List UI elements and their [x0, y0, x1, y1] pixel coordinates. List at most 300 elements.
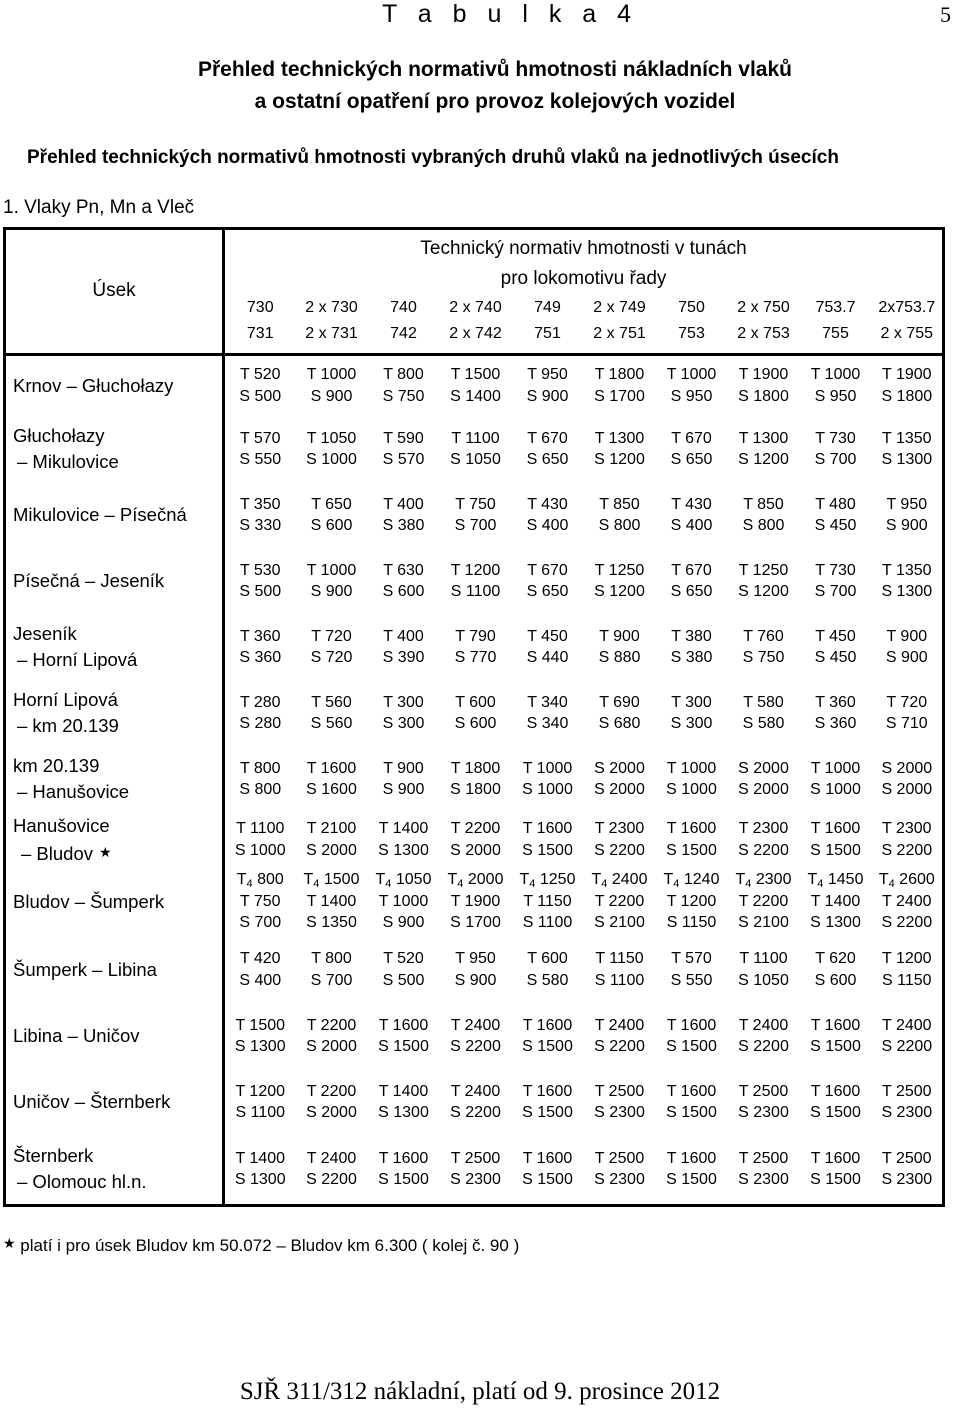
value-line: S 2000: [738, 759, 789, 777]
value-sub: 4: [529, 878, 536, 891]
loco-top: 2 x 750: [737, 299, 790, 317]
value-cell: [296, 812, 368, 867]
value-line: T 1400: [378, 1082, 429, 1100]
value-cell: [368, 354, 440, 416]
value-cell: [224, 746, 296, 812]
section-line: Mikulovice – Písečná: [13, 504, 187, 525]
value-line: S 900: [454, 971, 497, 989]
value-cell: [584, 746, 656, 812]
value-cell: [656, 936, 728, 1003]
value-line: T 670: [671, 429, 712, 447]
value-line: T 730: [815, 561, 856, 579]
value-line: S 390: [382, 649, 425, 666]
loco-bottom: 2 x 751: [593, 325, 646, 343]
value-line: S 900: [885, 649, 928, 666]
value-cell: [584, 482, 656, 548]
value-cell: [584, 812, 656, 867]
value-line: S 1500: [810, 1104, 861, 1121]
value-line: T 1100: [451, 429, 500, 447]
value-line: T 1000: [306, 561, 357, 579]
value-cell: [368, 812, 440, 867]
value-cell: [656, 1069, 728, 1135]
value-line: S 900: [310, 387, 353, 405]
table-row: [5, 1135, 944, 1205]
value-line: S 380: [382, 517, 425, 534]
section-line: Uničov – Šternberk: [13, 1091, 171, 1112]
value-line: S 700: [454, 517, 497, 534]
table-row: [5, 1069, 944, 1135]
value-prefix: T: [735, 871, 746, 889]
value-line: [584, 869, 656, 891]
value-cell: [728, 1135, 800, 1205]
value-cell: [512, 812, 584, 867]
value-line: T 850: [599, 495, 640, 513]
value-line: T 400: [383, 495, 424, 513]
value-line: T 2400: [450, 1016, 501, 1034]
heading-line-1: Přehled technických normativů hmotnosti nákladních vlaků: [198, 58, 792, 81]
value-line: S 1700: [594, 387, 645, 405]
value-line: T 1200: [235, 1082, 286, 1100]
value-line: T 1500: [450, 366, 501, 384]
section-line: Libina – Uničov: [13, 1025, 140, 1046]
section-line: – Bludov: [21, 842, 93, 864]
value-line: S 1350: [306, 914, 357, 932]
value-line: S 1500: [810, 1171, 861, 1189]
value-cell: [800, 1003, 872, 1069]
section-line: Písečná – Jeseník: [13, 570, 165, 591]
value-line: S 300: [670, 715, 713, 732]
value-text: 2600: [894, 871, 935, 889]
value-line: S 400: [526, 517, 569, 534]
value-cell: [368, 936, 440, 1003]
section-line-wrap: [13, 839, 222, 867]
usek-header: [5, 229, 224, 355]
value-line: S 340: [526, 715, 569, 732]
value-line: T 850: [743, 495, 784, 513]
table-row: [5, 354, 944, 416]
value-line: T 1600: [522, 1016, 573, 1034]
value-line: S 1150: [666, 914, 717, 932]
value-line: T 1000: [522, 759, 573, 777]
value-line: S 2000: [738, 781, 789, 798]
value-line: S 2000: [306, 1104, 357, 1121]
value-line: T 380: [671, 627, 712, 645]
value-line: S 880: [598, 649, 641, 666]
value-line: S 750: [382, 387, 425, 405]
section-cell: [5, 867, 224, 936]
value-line: T 690: [599, 693, 640, 711]
value-cell: [440, 416, 512, 482]
value-line: S 2200: [738, 1038, 789, 1055]
value-line: S 1100: [522, 914, 573, 932]
value-cell: [440, 614, 512, 680]
loco-top: 750: [678, 299, 705, 317]
value-text: 1450: [823, 871, 864, 889]
value-line: S 1000: [306, 451, 357, 468]
value-cell: [584, 867, 656, 936]
table-row: [5, 812, 944, 867]
value-line: S 2200: [450, 1104, 501, 1121]
footnote-text: platí i pro úsek Bludov km 50.072 – Bludov km 6.300 ( kolej č. 90 ): [20, 1236, 520, 1255]
value-line: S 500: [382, 971, 425, 989]
value-cell: [224, 680, 296, 746]
value-line: S 1000: [522, 781, 573, 798]
value-line: T 2400: [738, 1016, 789, 1034]
value-line: T 1600: [810, 1082, 861, 1100]
value-cell: [656, 1135, 728, 1205]
value-line: S 800: [239, 781, 282, 798]
table-row: [5, 867, 944, 936]
value-cell: [296, 867, 368, 936]
value-line: T 1100: [236, 820, 285, 837]
value-line: T 2400: [882, 1016, 932, 1034]
page-number: 5: [940, 2, 951, 27]
value-line: S 900: [310, 583, 353, 600]
value-cell: [584, 1135, 656, 1205]
value-line: [225, 869, 296, 891]
value-cell: [224, 1003, 296, 1069]
table-row: [5, 482, 944, 548]
value-line: S 1500: [378, 1171, 429, 1189]
value-cell: [368, 1069, 440, 1135]
norm-header: [224, 229, 944, 295]
value-line: T 1900: [882, 366, 932, 384]
value-line: S 1500: [522, 1104, 573, 1121]
value-line: S 1800: [738, 387, 789, 405]
loco-header-3: [440, 294, 512, 354]
value-line: S 1100: [450, 583, 501, 600]
value-line: T 1600: [522, 1082, 573, 1100]
value-line: T 2200: [738, 892, 789, 910]
value-cell: [440, 354, 512, 416]
value-line: T 2200: [450, 820, 501, 837]
loco-header-8: [800, 294, 872, 354]
value-line: T 450: [815, 627, 856, 645]
loco-header-1: [296, 294, 368, 354]
value-line: T 2500: [882, 1082, 932, 1100]
value-line: T 670: [527, 429, 568, 447]
value-line: T 280: [239, 693, 281, 711]
value-cell: [728, 1003, 800, 1069]
value-line: S 650: [526, 451, 569, 468]
value-cell: [440, 548, 512, 614]
loco-header-9: [872, 294, 944, 354]
value-line: T 1900: [450, 892, 501, 910]
value-line: T 1900: [738, 366, 789, 384]
value-line: S 2000: [594, 781, 645, 798]
value-text: 1050: [391, 871, 432, 889]
loco-top: 2 x 740: [449, 299, 502, 317]
value-line: T 1000: [378, 892, 429, 910]
value-line: S 1200: [738, 451, 789, 468]
value-line: S 2200: [594, 1038, 645, 1055]
value-cell: [368, 614, 440, 680]
value-line: T 760: [743, 627, 784, 645]
value-cell: [296, 680, 368, 746]
section-title: 1. Vlaky Pn, Mn a Vleč: [3, 197, 195, 218]
value-line: S 2300: [594, 1171, 645, 1189]
value-line: S 1500: [666, 841, 717, 859]
value-line: S 450: [814, 649, 857, 666]
value-line: S 1100: [594, 971, 645, 989]
value-line: T 2400: [306, 1149, 357, 1167]
value-line: S 900: [382, 914, 425, 932]
page-title: T a b u l k a 4: [382, 0, 639, 28]
value-cell: [872, 548, 944, 614]
value-line: S 1300: [881, 451, 933, 468]
value-line: T 300: [383, 693, 424, 711]
value-sub: 4: [385, 878, 392, 891]
value-line: T 1400: [810, 892, 861, 910]
value-sub: 4: [888, 878, 895, 891]
value-line: T 340: [527, 693, 568, 711]
value-line: S 2200: [594, 841, 645, 859]
norm-header-line2: pro lokomotivu řady: [500, 268, 667, 289]
value-text: 2000: [463, 871, 504, 889]
loco-top: 2 x 730: [305, 299, 358, 317]
value-line: T 1600: [810, 820, 861, 837]
value-cell: [656, 482, 728, 548]
value-cell: [800, 680, 872, 746]
loco-header-7: [728, 294, 800, 354]
section-cell: [5, 416, 224, 482]
value-line: S 1100: [235, 1104, 286, 1121]
value-cell: [296, 416, 368, 482]
value-line: T 580: [743, 693, 784, 711]
value-cell: [584, 416, 656, 482]
value-prefix: T: [878, 871, 889, 889]
value-cell: [872, 416, 944, 482]
value-line: T 800: [239, 759, 281, 777]
value-line: S 1300: [234, 1038, 286, 1055]
value-cell: [296, 1069, 368, 1135]
loco-bottom: 2 x 742: [449, 325, 502, 343]
value-line: S 300: [382, 715, 425, 732]
value-line: T 360: [239, 627, 281, 645]
value-line: T 2500: [594, 1082, 645, 1100]
value-cell: [872, 1003, 944, 1069]
value-line: S 1500: [810, 1038, 861, 1055]
value-line: S 1050: [450, 451, 501, 468]
value-line: S 1200: [738, 583, 789, 600]
value-cell: [368, 548, 440, 614]
loco-top: 730: [246, 299, 274, 317]
value-line: S 400: [670, 517, 713, 534]
value-line: T 1600: [666, 1149, 717, 1167]
value-cell: [440, 746, 512, 812]
value-line: T 1150: [523, 892, 572, 910]
section-cell: [5, 1003, 224, 1069]
value-cell: [440, 812, 512, 867]
value-line: T 950: [455, 950, 496, 967]
value-line: T 2500: [594, 1149, 645, 1167]
value-line: T 590: [383, 429, 424, 447]
star-icon: ★: [99, 843, 112, 860]
value-line: T 1600: [810, 1149, 861, 1167]
value-line: S 2100: [738, 914, 789, 932]
value-line: T 1500: [235, 1016, 286, 1034]
value-line: S 800: [742, 517, 785, 534]
value-cell: [872, 482, 944, 548]
value-cell: [872, 614, 944, 680]
value-line: S 1000: [234, 841, 286, 859]
value-cell: [296, 1135, 368, 1205]
section-cell: [5, 1069, 224, 1135]
value-cell: [584, 1003, 656, 1069]
value-cell: [728, 936, 800, 1003]
value-sub: 4: [745, 878, 752, 891]
value-cell: [656, 812, 728, 867]
loco-bottom: 731: [246, 325, 274, 343]
value-line: S 680: [598, 715, 641, 732]
value-cell: [512, 1135, 584, 1205]
value-line: T 1000: [666, 759, 717, 777]
value-cell: [800, 482, 872, 548]
value-line: T 800: [311, 950, 352, 967]
value-line: S 1500: [666, 1038, 717, 1055]
value-line: S 1150: [882, 971, 932, 989]
value-cell: [440, 1135, 512, 1205]
value-line: T 1600: [378, 1016, 429, 1034]
value-cell: [728, 812, 800, 867]
value-cell: [728, 1069, 800, 1135]
value-cell: [800, 812, 872, 867]
value-cell: [224, 416, 296, 482]
section-line: – Olomouc hl.n.: [17, 1171, 147, 1193]
value-cell: [368, 1003, 440, 1069]
value-line: S 720: [310, 649, 353, 666]
value-cell: [296, 548, 368, 614]
value-cell: [728, 416, 800, 482]
value-line: T 750: [239, 892, 281, 910]
value-line: S 2200: [450, 1038, 501, 1055]
value-sub: 4: [601, 878, 608, 891]
value-line: T 2100: [306, 820, 357, 837]
value-cell: [512, 482, 584, 548]
value-cell: [440, 1069, 512, 1135]
value-cell: [872, 936, 944, 1003]
value-line: T 430: [671, 495, 712, 513]
value-cell: [296, 354, 368, 416]
value-line: S 900: [885, 517, 928, 534]
value-cell: [512, 354, 584, 416]
value-line: S 1300: [378, 841, 429, 859]
value-cell: [512, 746, 584, 812]
value-line: S 380: [670, 649, 713, 666]
loco-bottom: 753: [678, 325, 705, 343]
section-cell: [5, 1135, 224, 1205]
value-line: S 2200: [881, 1038, 933, 1055]
value-line: S 450: [814, 517, 857, 534]
value-cell: [224, 812, 296, 867]
footnote: [3, 1235, 519, 1256]
value-line: S 330: [239, 517, 282, 534]
value-cell: [656, 548, 728, 614]
value-cell: [872, 746, 944, 812]
value-line: S 600: [310, 517, 353, 534]
page-footer: SJŘ 311/312 nákladní, platí od 9. prosince 2012: [239, 1378, 721, 1405]
value-cell: [296, 1003, 368, 1069]
value-line: [440, 869, 512, 891]
value-line: S 700: [239, 914, 282, 932]
value-cell: [656, 416, 728, 482]
value-prefix: T: [591, 871, 602, 889]
value-line: S 2000: [306, 1038, 357, 1055]
value-line: T 600: [455, 693, 496, 711]
value-cell: [224, 1135, 296, 1205]
value-sub: 4: [673, 878, 680, 891]
section-line: – Hanušovice: [17, 781, 130, 802]
value-line: T 1150: [595, 950, 644, 967]
value-cell: [872, 680, 944, 746]
section-cell: [5, 548, 224, 614]
table-row: [5, 614, 944, 680]
value-line: [656, 869, 728, 891]
value-line: T 520: [239, 366, 281, 384]
section-cell: [5, 746, 224, 812]
value-line: S 950: [670, 387, 713, 405]
section-cell: [5, 680, 224, 746]
loco-top: 2x753.7: [878, 299, 936, 317]
value-cell: [368, 867, 440, 936]
value-line: T 1200: [666, 892, 717, 910]
value-line: S 2200: [738, 841, 789, 859]
value-line: S 2300: [594, 1104, 645, 1121]
value-line: T 2500: [882, 1149, 932, 1167]
value-line: S 600: [454, 715, 497, 732]
value-cell: [872, 812, 944, 867]
value-cell: [512, 548, 584, 614]
section-line: Šternberk: [13, 1145, 94, 1167]
value-cell: [656, 1003, 728, 1069]
loco-header-6: [656, 294, 728, 354]
value-line: T 2500: [450, 1149, 501, 1167]
value-line: T 1300: [594, 429, 645, 447]
value-text: 2300: [751, 871, 792, 889]
value-text: 800: [252, 871, 284, 889]
value-line: T 900: [886, 627, 928, 645]
value-line: T 730: [815, 429, 856, 447]
value-line: S 1300: [810, 914, 861, 932]
value-cell: [800, 746, 872, 812]
loco-top: 749: [534, 299, 561, 317]
value-line: [512, 869, 584, 891]
value-cell: [368, 1135, 440, 1205]
value-line: T 2300: [594, 820, 645, 837]
value-line: T 1400: [306, 892, 357, 910]
heading-line-2: a ostatní opatření pro provoz kolejových vozidel: [254, 90, 736, 113]
value-sub: 4: [817, 878, 824, 891]
value-line: S 1500: [666, 1171, 717, 1189]
section-cell: [5, 614, 224, 680]
value-line: S 2000: [306, 841, 357, 859]
loco-top: 2 x 749: [593, 299, 646, 317]
value-prefix: T: [236, 871, 247, 889]
value-line: T 1000: [810, 759, 861, 777]
value-prefix: T: [375, 871, 386, 889]
value-line: S 750: [742, 649, 785, 666]
table-row: [5, 936, 944, 1003]
value-line: S 1200: [594, 583, 645, 600]
loco-bottom: 742: [390, 325, 417, 343]
value-cell: [584, 680, 656, 746]
value-line: T 2400: [882, 892, 932, 910]
value-line: S 650: [670, 451, 713, 468]
value-cell: [368, 680, 440, 746]
value-line: S 570: [382, 451, 425, 468]
value-line: T 720: [886, 693, 928, 711]
value-line: T 570: [239, 429, 281, 447]
